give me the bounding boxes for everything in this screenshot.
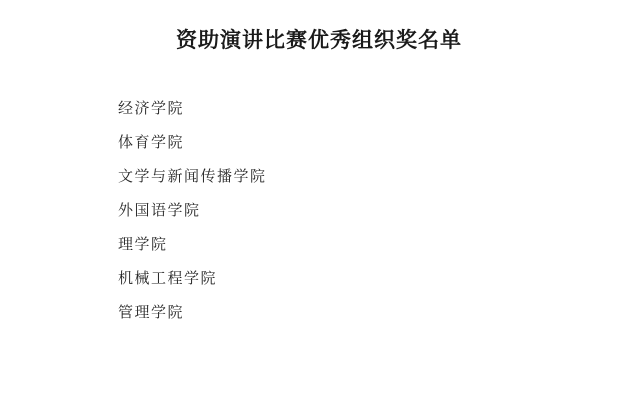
list-item: 体育学院 — [118, 135, 185, 151]
award-list — [0, 102, 638, 321]
list-item: 机械工程学院 — [118, 271, 218, 287]
list-item: 文学与新闻传播学院 — [118, 169, 267, 185]
list-item: 管理学院 — [118, 305, 185, 321]
page-title: 资助演讲比赛优秀组织奖名单 — [176, 29, 462, 52]
list-item: 外国语学院 — [118, 203, 201, 219]
list-item: 理学院 — [118, 237, 168, 253]
list-item: 经济学院 — [118, 101, 185, 117]
